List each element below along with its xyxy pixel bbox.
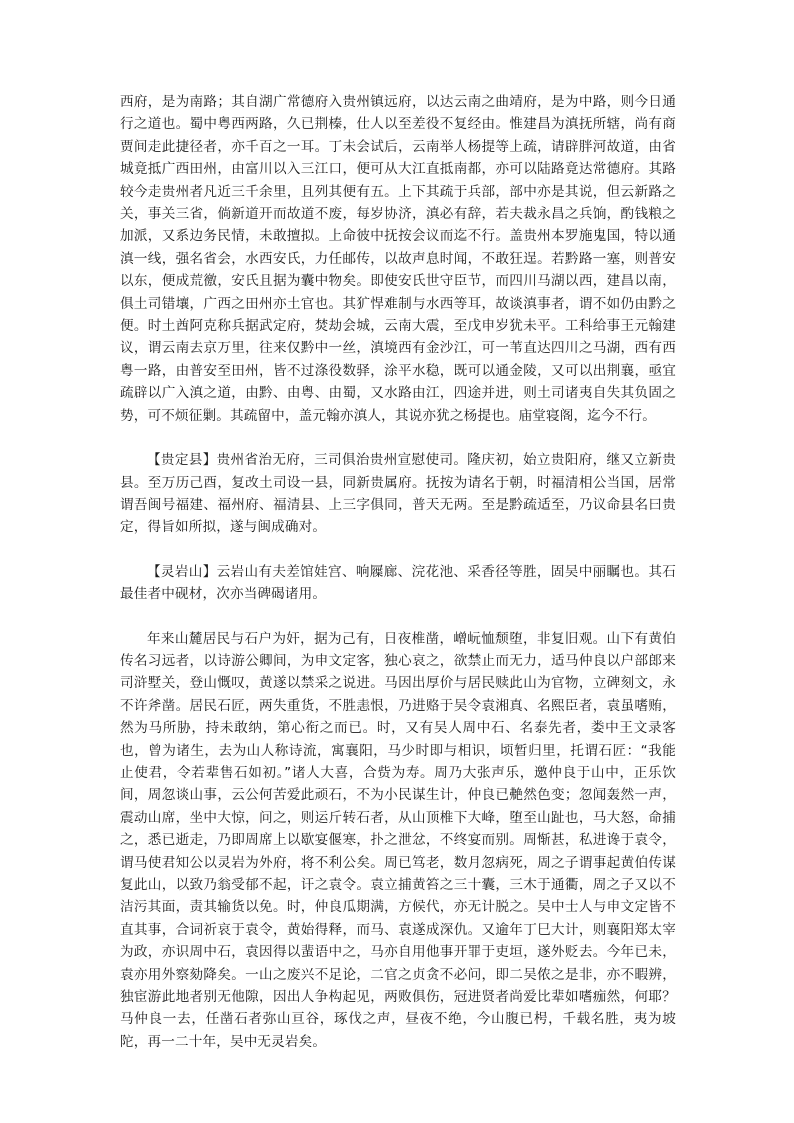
paragraph-guiding-county: 【贵定县】贵州省治无府，三司俱治贵州宣慰使司。隆庆初，始立贵阳府，继又立新贵县。至万历己酉，复改土司设一县，同新贵属府。抚按为请名于朝，时福清相公当国，居常谓吾闽号福建、福州府、福清县、上三字俱同，普天无两。至是黔疏适至，乃议命县名曰贵定，得旨如所拟，遂与闽成确对。 (120, 452, 676, 536)
paragraph-roads: 西府，是为南路；其自湖广常德府入贵州镇远府，以达云南之曲靖府，是为中路，则今日通行之道也。蜀中粤西两路，久已荆榛，仕人以至差役不复经由。惟建昌为滇抚所辖，尚有商贾间走此捷径者，亦千百之一耳。丁未会试后，云南举人杨提等上疏，请辟胖河故道，由省城竟抵广西田州，由富川以入三江口，便可从大江直抵南都，亦可以陆路竟达常德府。其路较今走贵州者凡近三千余里，且列其便有五。上下其疏于兵部，部中亦是其说，但云新路之关，事关三省，倘新道开而故道不废，每岁协济，滇必有辞，若夫裁永昌之兵饷，酌钱粮之加派，又系边务民情，未敢擅拟。上命彼中抚按会议而迄不行。盖贵州本罗施鬼国，特以通滇一线，强名省会，水西安氏，力任邮传，以故声息时闻，不敢狂逞。若黔路一塞，则普安以东，便成荒徼，安氏且据为囊中物矣。即使安氏世守臣节，而四川马湖以西，建昌以南，俱土司错壤，广西之田州亦土官也。其犷悍难制与水西等耳，故谈滇事者，谓不如仍由黔之便。时土酋阿克称兵据武定府，焚劫会城，云南大震，至戊申岁犹未平。工科给事王元翰建议，谓云南去京万里，往来仅黔中一丝，滇境西有金沙江，可一苇直达四川之马湖，西有西粤一路，由普安至田州，皆不过涤役数驿，涂平水稳，既可以通金陵，又可以出荆襄，亟宜疏辟以广入滇之道，由黔、由粤、由蜀，又水路由江，四途并进，则土司诸夷自失其负固之势，可不烦征剿。其疏留中，盖元翰亦滇人，其说亦犹之杨提也。庙堂寝阁，迄今不行。 (120, 94, 676, 424)
paragraph-lingyan-mountain: 【灵岩山】云岩山有夫差馆娃宫、响屧廊、浣花池、采香径等胜，固吴中丽瞩也。其石最佳者中砚材，次亦当碑碣诸用。 (120, 563, 676, 603)
document-page (120, 91, 676, 1075)
paragraph-quarry-story: 年来山麓居民与石户为奸，据为己有，日夜椎凿，嶒岏恤颓堕，非复旧观。山下有黄伯传名习远者，以诗游公卿间，为申文定客，独心哀之，欲禁止而无力，适马仲良以户部郎来司浒墅关，登山慨叹，黄遂以禁采之说进。马因出厚价与居民赎此山为官物，立碑刻文，永不许斧凿。居民石匠，两失重货，不胜恚恨，乃进赂于吴令袁湘真、名熙臣者，袁虽嗜贿，然为马所胁，持未敢纳，第心衔之而已。时，又有吴人周中石、名泰先者，娄中王文录客也，曾为诸生，去为山人称诗流，寓襄阳，马少时即与相识，顷暂归里，托谓石匠：“我能止使君，令若辈售石如初。”诸人大喜，合赀为寿。周乃大张声乐，邀仲良于山中，正乐饮间，周忽谈山事，云公何苦爱此顽石，不为小民谋生计，仲良已艴然色变；忽闻轰然一声，震动山席，坐中大惊，问之，则运斤转石者，从山顶椎下大峰，堕至山趾也，马大怒，命捕之，悉已逝走，乃即周席上以歇宴偃寒，扑之泄忿，不终宴而别。周惭甚，私进谗于袁令，谓马使君知公以灵岩为外府，将不利公矣。周已笃老，数月忽病死，周之子谓事起黄伯传谋复此山，以致乃翁受郁不起，讦之袁令。袁立捕黄笞之三十囊，三木于通衢，周之子又以不洁污其面，责其输货以免。时，仲良瓜期满，方候代，亦无计脱之。吴中士人与申文定皆不直其事，合词祈哀于袁令，黄始得释，而马、袁遂成深仇。又逾年丁巳大计，则襄阳郑太宰为政，亦识周中石，袁因得以蜚语中之，马亦自用他事开罪于吏垣，遂外贬去。今年已未，袁亦用外察劾降矣。一山之废兴不足论，二官之贞贪不必问，即二吴侬之是非，亦不暇辨，独宦游此地者别无他隙，因出人争构起见，两败俱伤，冠进贤者尚爱比辈如嗜痂然，何耶？马仲良一去，任凿石者弥山亘谷，琢伐之声，昼夜不绝，今山腹已枵，千载名胜，夷为坡陀，再一二十年，吴中无灵岩矣。 (120, 630, 676, 1050)
